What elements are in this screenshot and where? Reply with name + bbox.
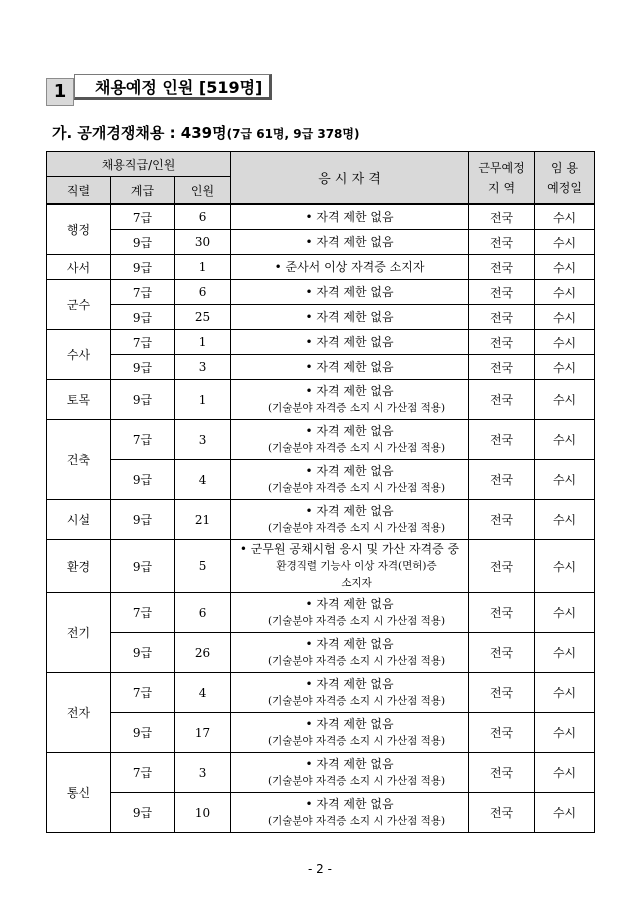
count-cell: 4 [175, 460, 231, 500]
table-row [47, 673, 595, 713]
table-row [47, 305, 595, 330]
recruitment-table [46, 151, 595, 833]
header-job: 직렬 [47, 177, 111, 205]
count-cell: 26 [175, 633, 231, 673]
section-title: 채용예정 인원 [519명] [74, 74, 272, 100]
qualification-line: • 자격 제한 없음 [305, 284, 394, 299]
qualification-line: (기술분야 자격증 소지 시 가산점 적용) [268, 521, 446, 534]
qualification-line: (기술분야 자격증 소지 시 가산점 적용) [268, 694, 446, 707]
qualification-cell [231, 380, 469, 420]
date-cell: 수시 [535, 633, 595, 673]
date-cell: 수시 [535, 305, 595, 330]
job-cell: 사서 [47, 255, 111, 280]
grade-cell: 9급 [111, 713, 175, 753]
header-count: 인원 [175, 177, 231, 205]
qualification-line: • 자격 제한 없음 [305, 234, 394, 249]
region-cell: 전국 [469, 793, 535, 833]
grade-cell: 9급 [111, 793, 175, 833]
qualification-cell [231, 305, 469, 330]
grade-cell: 9급 [111, 460, 175, 500]
grade-cell: 9급 [111, 355, 175, 380]
header-date: 임 용 예정일 [535, 152, 595, 205]
date-cell: 수시 [535, 593, 595, 633]
region-cell: 전국 [469, 280, 535, 305]
date-cell: 수시 [535, 380, 595, 420]
qualification-line: • 자격 제한 없음 [305, 716, 394, 731]
grade-cell: 9급 [111, 633, 175, 673]
header-qualification: 응 시 자 격 [231, 152, 469, 205]
job-cell: 환경 [47, 540, 111, 593]
count-cell: 3 [175, 753, 231, 793]
qualification-line: • 자격 제한 없음 [305, 756, 394, 771]
grade-cell: 7급 [111, 204, 175, 230]
date-cell: 수시 [535, 280, 595, 305]
region-cell: 전국 [469, 204, 535, 230]
job-cell: 건축 [47, 420, 111, 500]
qualification-cell [231, 255, 469, 280]
job-cell: 군수 [47, 280, 111, 330]
subsection-detail: (7급 61명, 9급 378명) [226, 127, 360, 141]
region-cell: 전국 [469, 540, 535, 593]
qualification-line: (기술분야 자격증 소지 시 가산점 적용) [268, 481, 446, 494]
qualification-line: • 군무원 공채시험 응시 및 가산 자격증 중 [239, 541, 460, 556]
table-row [47, 500, 595, 540]
grade-cell: 7급 [111, 753, 175, 793]
date-cell: 수시 [535, 355, 595, 380]
job-cell: 수사 [47, 330, 111, 380]
qualification-cell [231, 673, 469, 713]
job-cell: 통신 [47, 753, 111, 833]
date-cell: 수시 [535, 793, 595, 833]
qualification-line: • 자격 제한 없음 [305, 309, 394, 324]
region-cell: 전국 [469, 633, 535, 673]
count-cell: 3 [175, 420, 231, 460]
count-cell: 25 [175, 305, 231, 330]
job-cell: 행정 [47, 204, 111, 255]
qualification-line: • 자격 제한 없음 [305, 209, 394, 224]
date-cell: 수시 [535, 255, 595, 280]
grade-cell: 7급 [111, 673, 175, 713]
section-heading [46, 74, 278, 106]
table-row [47, 713, 595, 753]
header-group: 채용직급/인원 [47, 152, 231, 177]
table-row [47, 633, 595, 673]
qualification-cell [231, 753, 469, 793]
table-body [47, 204, 595, 833]
qualification-cell [231, 633, 469, 673]
region-cell: 전국 [469, 713, 535, 753]
count-cell: 6 [175, 280, 231, 305]
count-cell: 5 [175, 540, 231, 593]
job-cell: 전자 [47, 673, 111, 753]
subsection-title: 가. 공개경쟁채용 : 439명 [52, 124, 227, 142]
count-cell: 6 [175, 593, 231, 633]
table-row [47, 793, 595, 833]
grade-cell: 9급 [111, 255, 175, 280]
region-cell: 전국 [469, 420, 535, 460]
count-cell: 1 [175, 380, 231, 420]
date-cell: 수시 [535, 420, 595, 460]
qualification-line: • 자격 제한 없음 [305, 423, 394, 438]
qualification-line: • 자격 제한 없음 [305, 796, 394, 811]
table-row [47, 330, 595, 355]
table-row [47, 230, 595, 255]
table-row [47, 380, 595, 420]
qualification-line: • 자격 제한 없음 [305, 676, 394, 691]
grade-cell: 7급 [111, 593, 175, 633]
count-cell: 1 [175, 255, 231, 280]
qualification-line: • 자격 제한 없음 [305, 359, 394, 374]
grade-cell: 7급 [111, 420, 175, 460]
count-cell: 4 [175, 673, 231, 713]
date-cell: 수시 [535, 540, 595, 593]
table-row [47, 460, 595, 500]
table-row [47, 204, 595, 230]
count-cell: 17 [175, 713, 231, 753]
qualification-cell [231, 420, 469, 460]
qualification-cell [231, 280, 469, 305]
subsection-heading [52, 122, 360, 143]
header-grade: 계급 [111, 177, 175, 205]
grade-cell: 9급 [111, 230, 175, 255]
grade-cell: 7급 [111, 330, 175, 355]
grade-cell: 9급 [111, 540, 175, 593]
date-cell: 수시 [535, 713, 595, 753]
table-row [47, 255, 595, 280]
section-number: 1 [46, 78, 74, 106]
count-cell: 3 [175, 355, 231, 380]
qualification-line: 환경직렬 기능사 이상 자격(면허)증 [276, 559, 437, 572]
qualification-cell [231, 330, 469, 355]
qualification-line: • 자격 제한 없음 [305, 383, 394, 398]
region-cell: 전국 [469, 380, 535, 420]
qualification-cell [231, 500, 469, 540]
date-cell: 수시 [535, 330, 595, 355]
date-cell: 수시 [535, 753, 595, 793]
region-cell: 전국 [469, 355, 535, 380]
job-cell: 토목 [47, 380, 111, 420]
qualification-cell [231, 540, 469, 593]
qualification-line: • 자격 제한 없음 [305, 463, 394, 478]
page-number: - 2 - [308, 862, 332, 876]
qualification-cell [231, 230, 469, 255]
table-row [47, 593, 595, 633]
grade-cell: 9급 [111, 305, 175, 330]
grade-cell: 7급 [111, 280, 175, 305]
region-cell: 전국 [469, 330, 535, 355]
qualification-line: • 자격 제한 없음 [305, 596, 394, 611]
qualification-line: • 자격 제한 없음 [305, 334, 394, 349]
date-cell: 수시 [535, 230, 595, 255]
region-cell: 전국 [469, 230, 535, 255]
table-row [47, 540, 595, 593]
count-cell: 30 [175, 230, 231, 255]
date-cell: 수시 [535, 460, 595, 500]
table-row [47, 280, 595, 305]
qualification-cell [231, 460, 469, 500]
table-row [47, 753, 595, 793]
qualification-cell [231, 713, 469, 753]
qualification-line: (기술분야 자격증 소지 시 가산점 적용) [268, 774, 446, 787]
region-cell: 전국 [469, 753, 535, 793]
qualification-line: (기술분야 자격증 소지 시 가산점 적용) [268, 614, 446, 627]
qualification-cell [231, 355, 469, 380]
qualification-cell [231, 793, 469, 833]
grade-cell: 9급 [111, 500, 175, 540]
qualification-line: (기술분야 자격증 소지 시 가산점 적용) [268, 654, 446, 667]
region-cell: 전국 [469, 593, 535, 633]
date-cell: 수시 [535, 673, 595, 713]
qualification-line: (기술분야 자격증 소지 시 가산점 적용) [268, 734, 446, 747]
count-cell: 10 [175, 793, 231, 833]
count-cell: 6 [175, 204, 231, 230]
qualification-line: (기술분야 자격증 소지 시 가산점 적용) [268, 441, 446, 454]
qualification-cell [231, 204, 469, 230]
qualification-line: (기술분야 자격증 소지 시 가산점 적용) [268, 814, 446, 827]
region-cell: 전국 [469, 305, 535, 330]
table-row [47, 420, 595, 460]
region-cell: 전국 [469, 460, 535, 500]
qualification-line: • 자격 제한 없음 [305, 636, 394, 651]
qualification-line: • 자격 제한 없음 [305, 503, 394, 518]
count-cell: 1 [175, 330, 231, 355]
job-cell: 시설 [47, 500, 111, 540]
region-cell: 전국 [469, 500, 535, 540]
table-row [47, 355, 595, 380]
header-region: 근무예정 지 역 [469, 152, 535, 205]
job-cell: 전기 [47, 593, 111, 673]
region-cell: 전국 [469, 255, 535, 280]
qualification-cell [231, 593, 469, 633]
region-cell: 전국 [469, 673, 535, 713]
qualification-line: 소지자 [341, 576, 372, 589]
qualification-line: • 준사서 이상 자격증 소지자 [274, 259, 425, 274]
qualification-line: (기술분야 자격증 소지 시 가산점 적용) [268, 401, 446, 414]
date-cell: 수시 [535, 204, 595, 230]
date-cell: 수시 [535, 500, 595, 540]
count-cell: 21 [175, 500, 231, 540]
grade-cell: 9급 [111, 380, 175, 420]
